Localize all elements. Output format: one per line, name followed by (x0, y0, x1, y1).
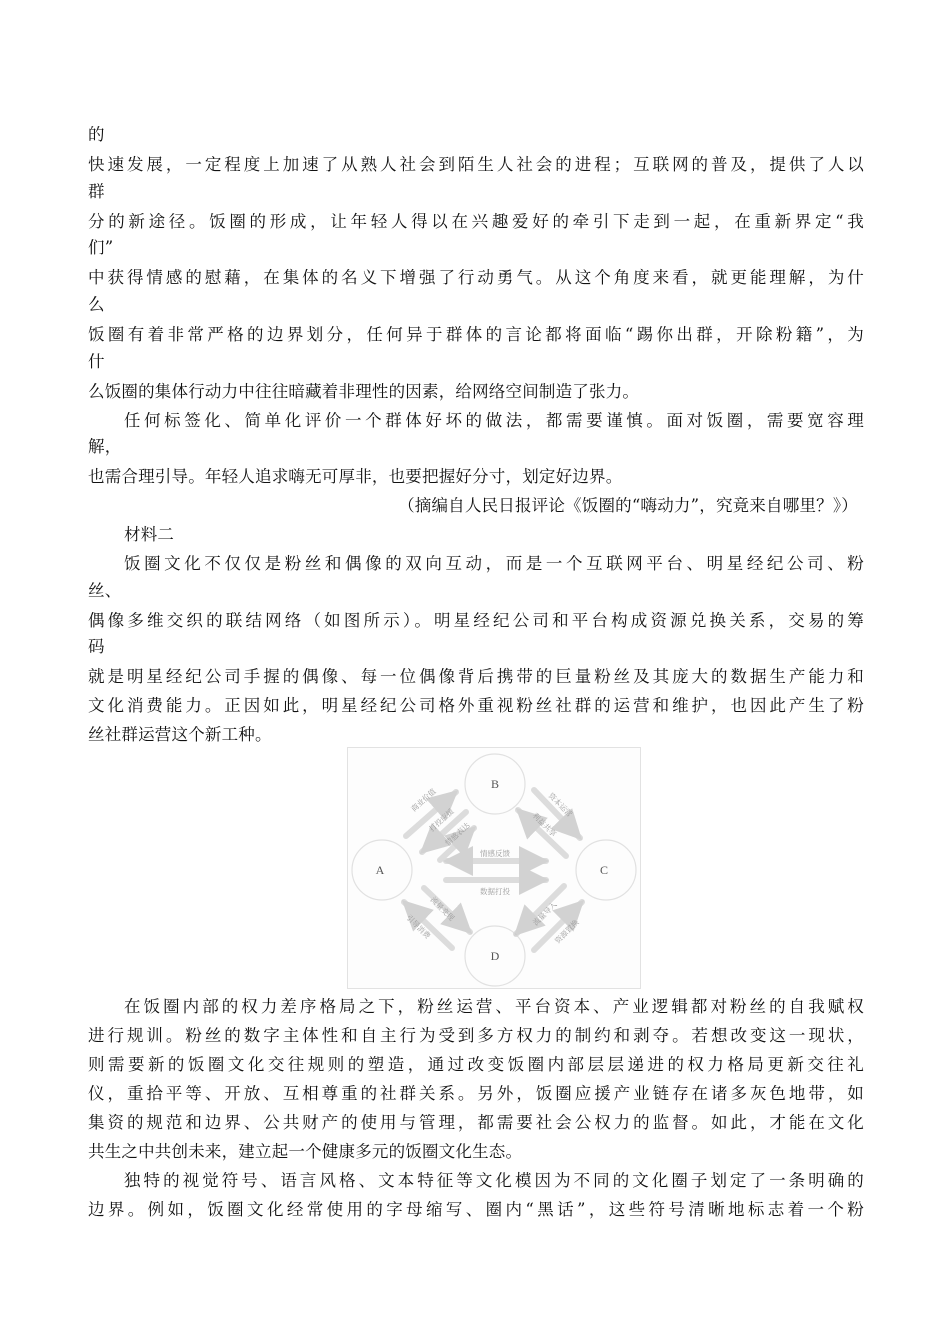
label-ad-outer: 引导消费 (404, 913, 433, 941)
node-label-c: C (599, 863, 609, 877)
text-line: 仪，重拾平等、开放、互相尊重的社群关系。另外，饭圈应援产业链存在诸多灰色地带，如 (88, 1084, 864, 1103)
text-line: 们” (88, 238, 114, 257)
label-ab-inner: 打投应援 (427, 806, 456, 834)
text-line: 什 (88, 352, 105, 371)
node-label-a: A (375, 863, 385, 877)
text-line: 任何标签化、简单化评价一个群体好坏的做法，都需要谨慎。面对饭圈，需要宽容理 (124, 411, 864, 430)
text-line: 的 (88, 125, 105, 144)
label-ab-inner2: 情感表达 (443, 820, 472, 848)
text-line: 边界。例如，饭圈文化经常使用的字母缩写、圈内“黑话”，这些符号清晰地标志着一个粉 (88, 1200, 864, 1219)
label-ad-inner: 流量变现 (428, 895, 457, 923)
source-citation: （摘编自人民日报评论《饭圈的“嗨动力”，究竟来自哪里？》） (398, 496, 858, 515)
label-cd-outer: 资源置换 (553, 917, 581, 946)
text-line: 就是明星经纪公司手握的偶像、每一位偶像背后携带的巨量粉丝及其庞大的数据生产能力和 (88, 667, 864, 686)
text-line: 丝社群运营这个新工种。 (88, 725, 272, 744)
text-line: 解， (88, 437, 122, 456)
node-label-b: B (490, 777, 500, 791)
text-line: 独特的视觉符号、语言风格、文本特征等文化模因为不同的文化圈子划定了一条明确的 (124, 1171, 864, 1190)
label-cd-inner: 流量导入 (531, 899, 559, 928)
label-bc-outer: 资本运营 (546, 791, 575, 819)
text-line: 进行规训。粉丝的数字主体性和自主行为受到多方权力的制约和剥夺。若想改变这一现状， (88, 1026, 864, 1045)
text-line: 则需要新的饭圈文化交往规则的塑造，通过改变饭圈内部层层递进的权力格局更新交往礼 (88, 1055, 864, 1074)
text-line: 么 (88, 295, 105, 314)
text-line: 饭圈文化不仅仅是粉丝和偶像的双向互动，而是一个互联网平台、明星经纪公司、粉 (124, 554, 864, 573)
node-label-d: D (490, 949, 500, 963)
text-line: 群 (88, 182, 105, 201)
label-ab-outer: 商业价值 (409, 786, 438, 814)
relationship-diagram (347, 747, 641, 989)
text-line: 丝、 (88, 581, 122, 600)
text-line: 码 (88, 637, 105, 656)
text-line: 中获得情感的慰藉，在集体的名义下增强了行动勇气。从这个角度来看，就更能理解，为什 (88, 268, 864, 287)
label-center-bottom: 数据打投 (480, 887, 510, 896)
text-line: 偶像多维交织的联结网络（如图所示）。明星经纪公司和平台构成资源兑换关系，交易的筹 (88, 611, 864, 630)
text-line: 文化消费能力。正因如此，明星经纪公司格外重视粉丝社群的运营和维护，也因此产生了粉 (88, 696, 864, 715)
label-center-top: 情感反馈 (480, 849, 510, 858)
text-line: 饭圈有着非常严格的边界划分，任何异于群体的言论都将面临“踢你出群，开除粉籍”，为 (88, 325, 864, 344)
text-line: 共生之中共创未来，建立起一个健康多元的饭圈文化生态。 (88, 1142, 523, 1161)
text-line: 集资的规范和边界、公共财产的使用与管理，都需要社会公权力的监督。如此，才能在文化 (88, 1113, 864, 1132)
text-line: 分的新途径。饭圈的形成，让年轻人得以在兴趣爱好的牵引下走到一起，在重新界定“我 (88, 212, 864, 231)
section-heading: 材料二 (124, 525, 175, 544)
text-line: 在饭圈内部的权力差序格局之下，粉丝运营、平台资本、产业逻辑都对粉丝的自我赋权 (124, 997, 864, 1016)
text-line: 快速发展，一定程度上加速了从熟人社会到陌生人社会的进程；互联网的普及，提供了人以 (88, 155, 864, 174)
text-line: 么饭圈的集体行动力中往往暗藏着非理性的因素，给网络空间制造了张力。 (88, 382, 640, 401)
label-bc-inner: 利益共享 (530, 811, 559, 839)
text-line: 也需合理引导。年轻人追求嗨无可厚非，也要把握好分寸，划定好边界。 (88, 467, 623, 486)
